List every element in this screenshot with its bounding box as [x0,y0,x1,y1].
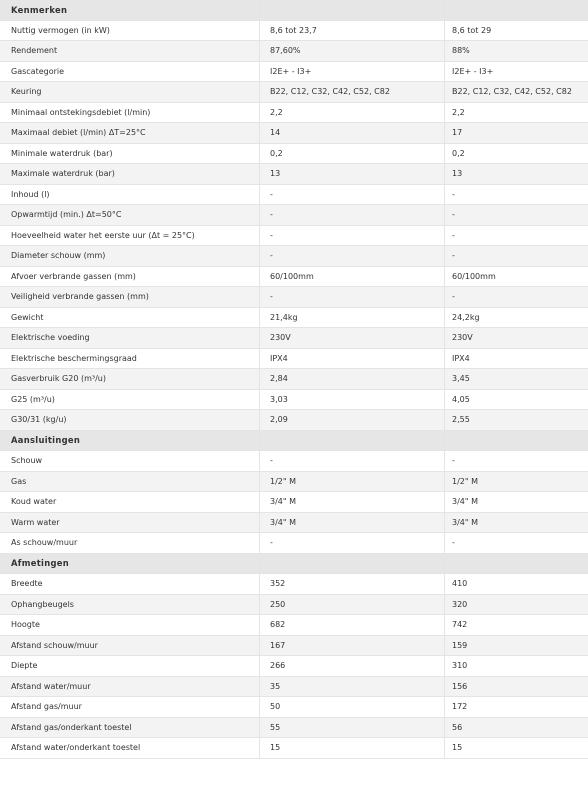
spec-label: Afstand water/onderkant toestel [0,738,260,758]
spec-label: G25 (m³/u) [0,390,260,410]
spec-value-model-2: 17 [452,128,463,138]
spec-value-model-1: - [260,246,445,266]
spec-value-model-2: - [452,230,455,240]
spec-value-model-2: - [452,251,455,261]
spec-value-model-1: 3/4" M [260,513,445,533]
table-row [0,533,588,554]
spec-value-model-1: 50 [260,697,445,717]
table-row [0,205,588,226]
table-row [0,615,588,636]
section-title: Afmetingen [0,554,260,574]
spec-value-model-1: 21,4kg [260,308,445,328]
spec-label: Gewicht [0,308,260,328]
spec-value-model-2: 156 [452,681,468,691]
empty-cell [445,554,588,574]
section-header [0,0,588,21]
table-row [0,410,588,431]
spec-value-model-1: 1/2" M [260,472,445,492]
spec-label: Elektrische voeding [0,328,260,348]
spec-value-model-2: I2E+ - I3+ [452,66,494,76]
spec-label: Hoeveelheid water het eerste uur (Δt = 25°C) [0,226,260,246]
spec-value-model-1: - [260,205,445,225]
spec-value-model-1: I2E+ - I3+ [260,62,445,82]
table-row [0,267,588,288]
spec-value-model-2: - [452,210,455,220]
spec-value-model-1: 266 [260,656,445,676]
spec-label: Afstand water/muur [0,677,260,697]
table-row [0,390,588,411]
spec-label: Schouw [0,451,260,471]
table-row [0,738,588,759]
table-row [0,472,588,493]
empty-cell [445,431,588,451]
spec-value-model-1: - [260,451,445,471]
spec-label: Gascategorie [0,62,260,82]
spec-label: Diepte [0,656,260,676]
table-row [0,595,588,616]
spec-value-model-2: 3/4" M [452,517,478,527]
spec-value-model-2: 24,2kg [452,312,480,322]
spec-value-model-1: 35 [260,677,445,697]
spec-value-model-1: 15 [260,738,445,758]
spec-value-model-1: - [260,226,445,246]
spec-value-model-2: 1/2" M [452,476,478,486]
table-row [0,328,588,349]
spec-value-model-2: - [452,456,455,466]
spec-value-model-1: 352 [260,574,445,594]
table-row [0,677,588,698]
spec-value-model-2: 88% [452,46,470,56]
table-row [0,103,588,124]
spec-label: As schouw/muur [0,533,260,553]
spec-value-model-2: 15 [452,743,463,753]
spec-value-model-2: 0,2 [452,148,465,158]
spec-value-model-1: 14 [260,123,445,143]
table-row [0,123,588,144]
spec-value-model-1: - [260,533,445,553]
spec-value-model-1: 3/4" M [260,492,445,512]
spec-value-model-2: 410 [452,579,468,589]
spec-value-model-1: 13 [260,164,445,184]
spec-value-model-1: 167 [260,636,445,656]
spec-label: Koud water [0,492,260,512]
spec-label: Afstand gas/muur [0,697,260,717]
spec-value-model-2: 310 [452,661,468,671]
spec-label: Diameter schouw (mm) [0,246,260,266]
table-row [0,656,588,677]
spec-label: Maximale waterdruk (bar) [0,164,260,184]
table-row [0,492,588,513]
table-row [0,369,588,390]
spec-label: Afstand schouw/muur [0,636,260,656]
spec-value-model-1: 3,03 [260,390,445,410]
table-row [0,164,588,185]
spec-value-model-2: - [452,292,455,302]
spec-value-model-1: - [260,185,445,205]
table-row [0,226,588,247]
spec-value-model-2: IPX4 [452,353,470,363]
spec-label: Elektrische beschermingsgraad [0,349,260,369]
spec-value-model-2: 4,05 [452,394,470,404]
spec-value-model-1: 2,2 [260,103,445,123]
table-row [0,246,588,267]
spec-value-model-2: 13 [452,169,463,179]
spec-value-model-2: 2,2 [452,107,465,117]
spec-value-model-2: - [452,189,455,199]
spec-value-model-1: IPX4 [260,349,445,369]
table-row [0,636,588,657]
spec-label: Minimale waterdruk (bar) [0,144,260,164]
empty-cell [260,554,445,574]
spec-label: Rendement [0,41,260,61]
spec-value-model-1: 230V [260,328,445,348]
table-row [0,41,588,62]
empty-cell [260,0,445,20]
spec-value-model-1: B22, C12, C32, C42, C52, C82 [260,82,445,102]
spec-value-model-2: - [452,538,455,548]
spec-value-model-2: 2,55 [452,415,470,425]
spec-label: Nuttig vermogen (in kW) [0,21,260,41]
table-row [0,349,588,370]
spec-value-model-2: 60/100mm [452,271,496,281]
spec-label: Gasverbruik G20 (m³/u) [0,369,260,389]
spec-value-model-1: 87,60% [260,41,445,61]
spec-label: G30/31 (kg/u) [0,410,260,430]
empty-cell [260,431,445,451]
spec-value-model-2: 8,6 tot 29 [452,25,492,35]
table-row [0,451,588,472]
section-title: Kenmerken [0,0,260,20]
table-row [0,308,588,329]
spec-value-model-2: 3,45 [452,374,470,384]
table-row [0,287,588,308]
table-row [0,185,588,206]
spec-label: Hoogte [0,615,260,635]
spec-label: Breedte [0,574,260,594]
table-row [0,82,588,103]
table-row [0,62,588,83]
section-header [0,554,588,575]
spec-value-model-1: 250 [260,595,445,615]
spec-value-model-2: 742 [452,620,468,630]
spec-label: Warm water [0,513,260,533]
spec-label: Veiligheid verbrande gassen (mm) [0,287,260,307]
spec-value-model-1: 2,84 [260,369,445,389]
spec-value-model-1: 8,6 tot 23,7 [260,21,445,41]
spec-value-model-1: 0,2 [260,144,445,164]
spec-value-model-2: 56 [452,722,463,732]
spec-label: Gas [0,472,260,492]
empty-cell [445,0,588,20]
table-row [0,697,588,718]
table-row [0,718,588,739]
spec-label: Maximaal debiet (l/min) ΔT=25°C [0,123,260,143]
spec-label: Keuring [0,82,260,102]
spec-value-model-2: 230V [452,333,473,343]
spec-value-model-2: 159 [452,640,468,650]
spec-value-model-2: 320 [452,599,468,609]
spec-label: Ophangbeugels [0,595,260,615]
spec-value-model-1: 682 [260,615,445,635]
table-row [0,144,588,165]
spec-value-model-1: 2,09 [260,410,445,430]
table-row [0,21,588,42]
spec-label: Minimaal ontstekingsdebiet (l/min) [0,103,260,123]
spec-value-model-1: 60/100mm [260,267,445,287]
spec-label: Afstand gas/onderkant toestel [0,718,260,738]
spec-value-model-2: 3/4" M [452,497,478,507]
spec-label: Opwarmtijd (min.) Δt=50°C [0,205,260,225]
table-row [0,513,588,534]
spec-value-model-1: 55 [260,718,445,738]
section-header [0,431,588,452]
spec-label: Afvoer verbrande gassen (mm) [0,267,260,287]
spec-value-model-1: - [260,287,445,307]
spec-value-model-2: 172 [452,702,468,712]
spec-label: Inhoud (l) [0,185,260,205]
spec-value-model-2: B22, C12, C32, C42, C52, C82 [452,87,572,97]
table-row [0,574,588,595]
section-title: Aansluitingen [0,431,260,451]
